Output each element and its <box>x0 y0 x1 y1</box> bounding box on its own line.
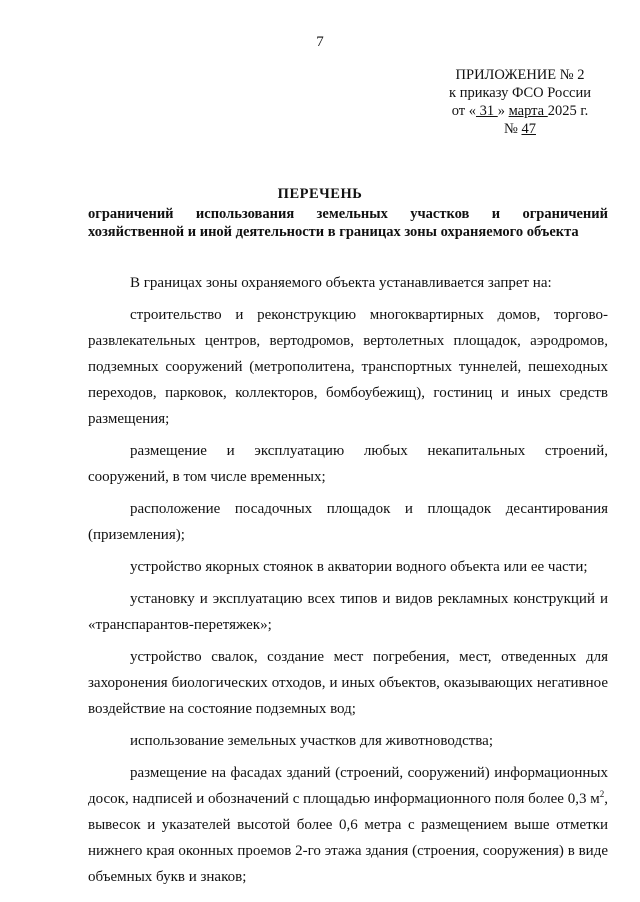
date-year: 2025 г. <box>547 103 589 119</box>
square-superscript: 2 <box>599 789 605 799</box>
appendix-date <box>420 102 620 120</box>
list-item-landing-sites: расположение посадочных площадок и площадок десантирования (приземления); <box>88 501 608 543</box>
date-month: марта <box>508 103 548 119</box>
date-mid: » <box>497 103 509 119</box>
list-item-livestock: использование земельных участков для животноводства; <box>130 733 493 749</box>
number-prefix: № <box>504 121 522 137</box>
appendix-block <box>420 66 620 138</box>
list-item-anchorage: устройство якорных стоянок в акватории водного объекта или ее части; <box>130 559 588 575</box>
list-item-temporary-structures: размещение и эксплуатацию любых некапитальных строений, сооружений, в том числе временных; <box>88 443 608 485</box>
subtitle-line-1: ограничений использования земельных участков и ограничений <box>88 206 608 222</box>
subtitle-line-2: хозяйственной и иной деятельности в границах зоны охраняемого объекта <box>88 224 579 240</box>
appendix-order-ref: к приказу ФСО России <box>449 85 591 101</box>
date-prefix: от « <box>451 103 476 119</box>
facade-signs-text-a: размещение на фасадах зданий (строений, сооружений) информационных досок, надписей и обозначений с площадью информационного поля более 0,3 м <box>88 765 608 807</box>
appendix-title: ПРИЛОЖЕНИЕ № 2 <box>455 67 585 83</box>
appendix-number <box>420 120 620 138</box>
list-item-landfills: устройство свалок, создание мест погребения, мест, отведенных для захоронения биологических отходов, и иных объектов, оказывающих негативное воздействие на состояние подземных вод; <box>88 649 608 717</box>
date-day: 31 <box>475 103 498 119</box>
document-title: ПЕРЕЧЕНЬ <box>277 186 363 202</box>
intro-paragraph: В границах зоны охраняемого объекта устанавливается запрет на: <box>130 275 552 291</box>
document-subtitle <box>88 205 608 241</box>
list-item-advertising: установку и эксплуатацию всех типов и видов рекламных конструкций и «транспарантов-перетяжек»; <box>88 591 608 633</box>
page-number: 7 <box>316 34 324 50</box>
list-item-construction: строительство и реконструкцию многоквартирных домов, торгово-развлекательных центров, вертодромов, вертолетных площадок, аэродромов, подземных сооружений (метрополитена, транспортных туннелей, пешеходных переходов, парковок, коллекторов, бомбоубежищ), гостиниц и иных средств размещения; <box>88 307 608 427</box>
list-item-facade-signs <box>88 760 608 890</box>
document-body <box>88 270 608 890</box>
order-number: 47 <box>521 121 536 137</box>
facade-signs-text-b: , вывесок и указателей высотой более 0,6 метра с размещением выше отметки нижнего края оконных проемов 2-го этажа здания (строения, сооружения) в виде объемных букв и знаков; <box>88 791 608 885</box>
